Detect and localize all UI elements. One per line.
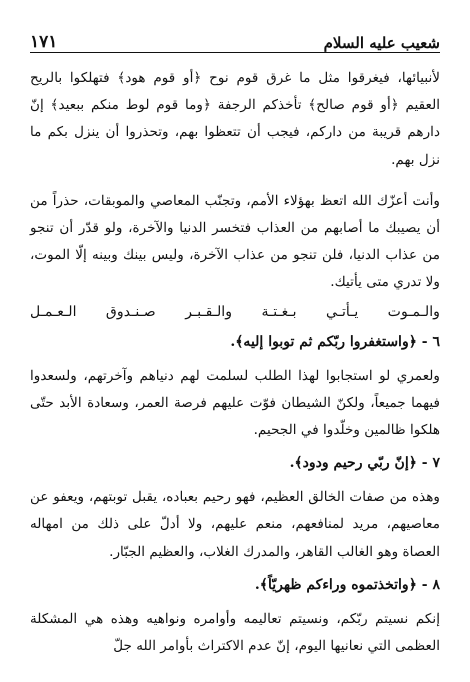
- verse-heading-8: ٨ - ﴿واتخذتموه وراءكم ظهريّاً﴾.: [254, 576, 440, 593]
- page-number: ١٧١: [30, 32, 58, 52]
- page-header: [30, 26, 440, 53]
- paragraph: لأنبيائها، فيغرقوا مثل ما غرق قوم نوح ﴿أو قوم هود﴾ فتهلكوا بالريح العقيم ﴿أو قوم صالح﴾ تأخذكم الرجفة ﴿وما قوم لوط منكم ببعيد﴾ إنّ دارهم قريبة من داركم، فيجب أن تتعظوا بهم، وتحذروا أن ينزل بكم ما نزل بهم.: [30, 70, 440, 168]
- chapter-title: شعيب عليه السلام: [323, 34, 440, 52]
- paragraph: ولعمري لو استجابوا لهذا الطلب لسلمت لهم دنياهم وآخرتهم، ولسعدوا فيهما جميعاً، ولكنّ الشيطان فوّت عليهم فرصة العمر، وسعادة الأبد حتّى هلكوا ظالمين وخلّدوا في الجحيم.: [30, 367, 440, 439]
- paragraph: وأنت أعزّك الله اتعظ بهؤلاء الأمم، وتجنّب المعاصي والموبقات، حذراً من أن يصيبك ما أصابهم من العذاب فتخسر الدنيا والآخرة، ولو قدّر أن تنجو من عذاب الدنيا، فلن تنجو من عذاب الآخرة، وليس بينك وبينه إلّا الموت، ولا تدري متى يأتيك.: [30, 192, 440, 291]
- page-body: [30, 65, 440, 660]
- poetry-verse: والـمـوت يـأتـي بـغـتـة والـقـبـر صـنـدوق الـعـمـل: [30, 303, 440, 320]
- paragraph: إنكم نسيتم ربّكم، ونسيتم تعاليمه وأوامره ونواهيه وهذه هي المشكلة العظمى التي نعانيها اليوم، إنّ عدم الاكتراث بأوامر الله جلّ: [30, 610, 440, 655]
- verse-heading-6: ٦ - ﴿واستغفروا ربّكم ثم توبوا إليه﴾.: [230, 333, 440, 350]
- verse-heading-7: ٧ - ﴿إنّ ربّي رحيم ودود﴾.: [289, 455, 440, 472]
- paragraph: وهذه من صفات الخالق العظيم، فهو رحيم بعباده، يقبل توبتهم، ويعفو عن معاصيهم، مريد لمنافعهم، منعم عليهم، ولا أدلّ على ذلك من امهاله العصاة وهو الغالب القاهر، والمدرك الغلاب، والعظيم الجبّار.: [30, 489, 440, 560]
